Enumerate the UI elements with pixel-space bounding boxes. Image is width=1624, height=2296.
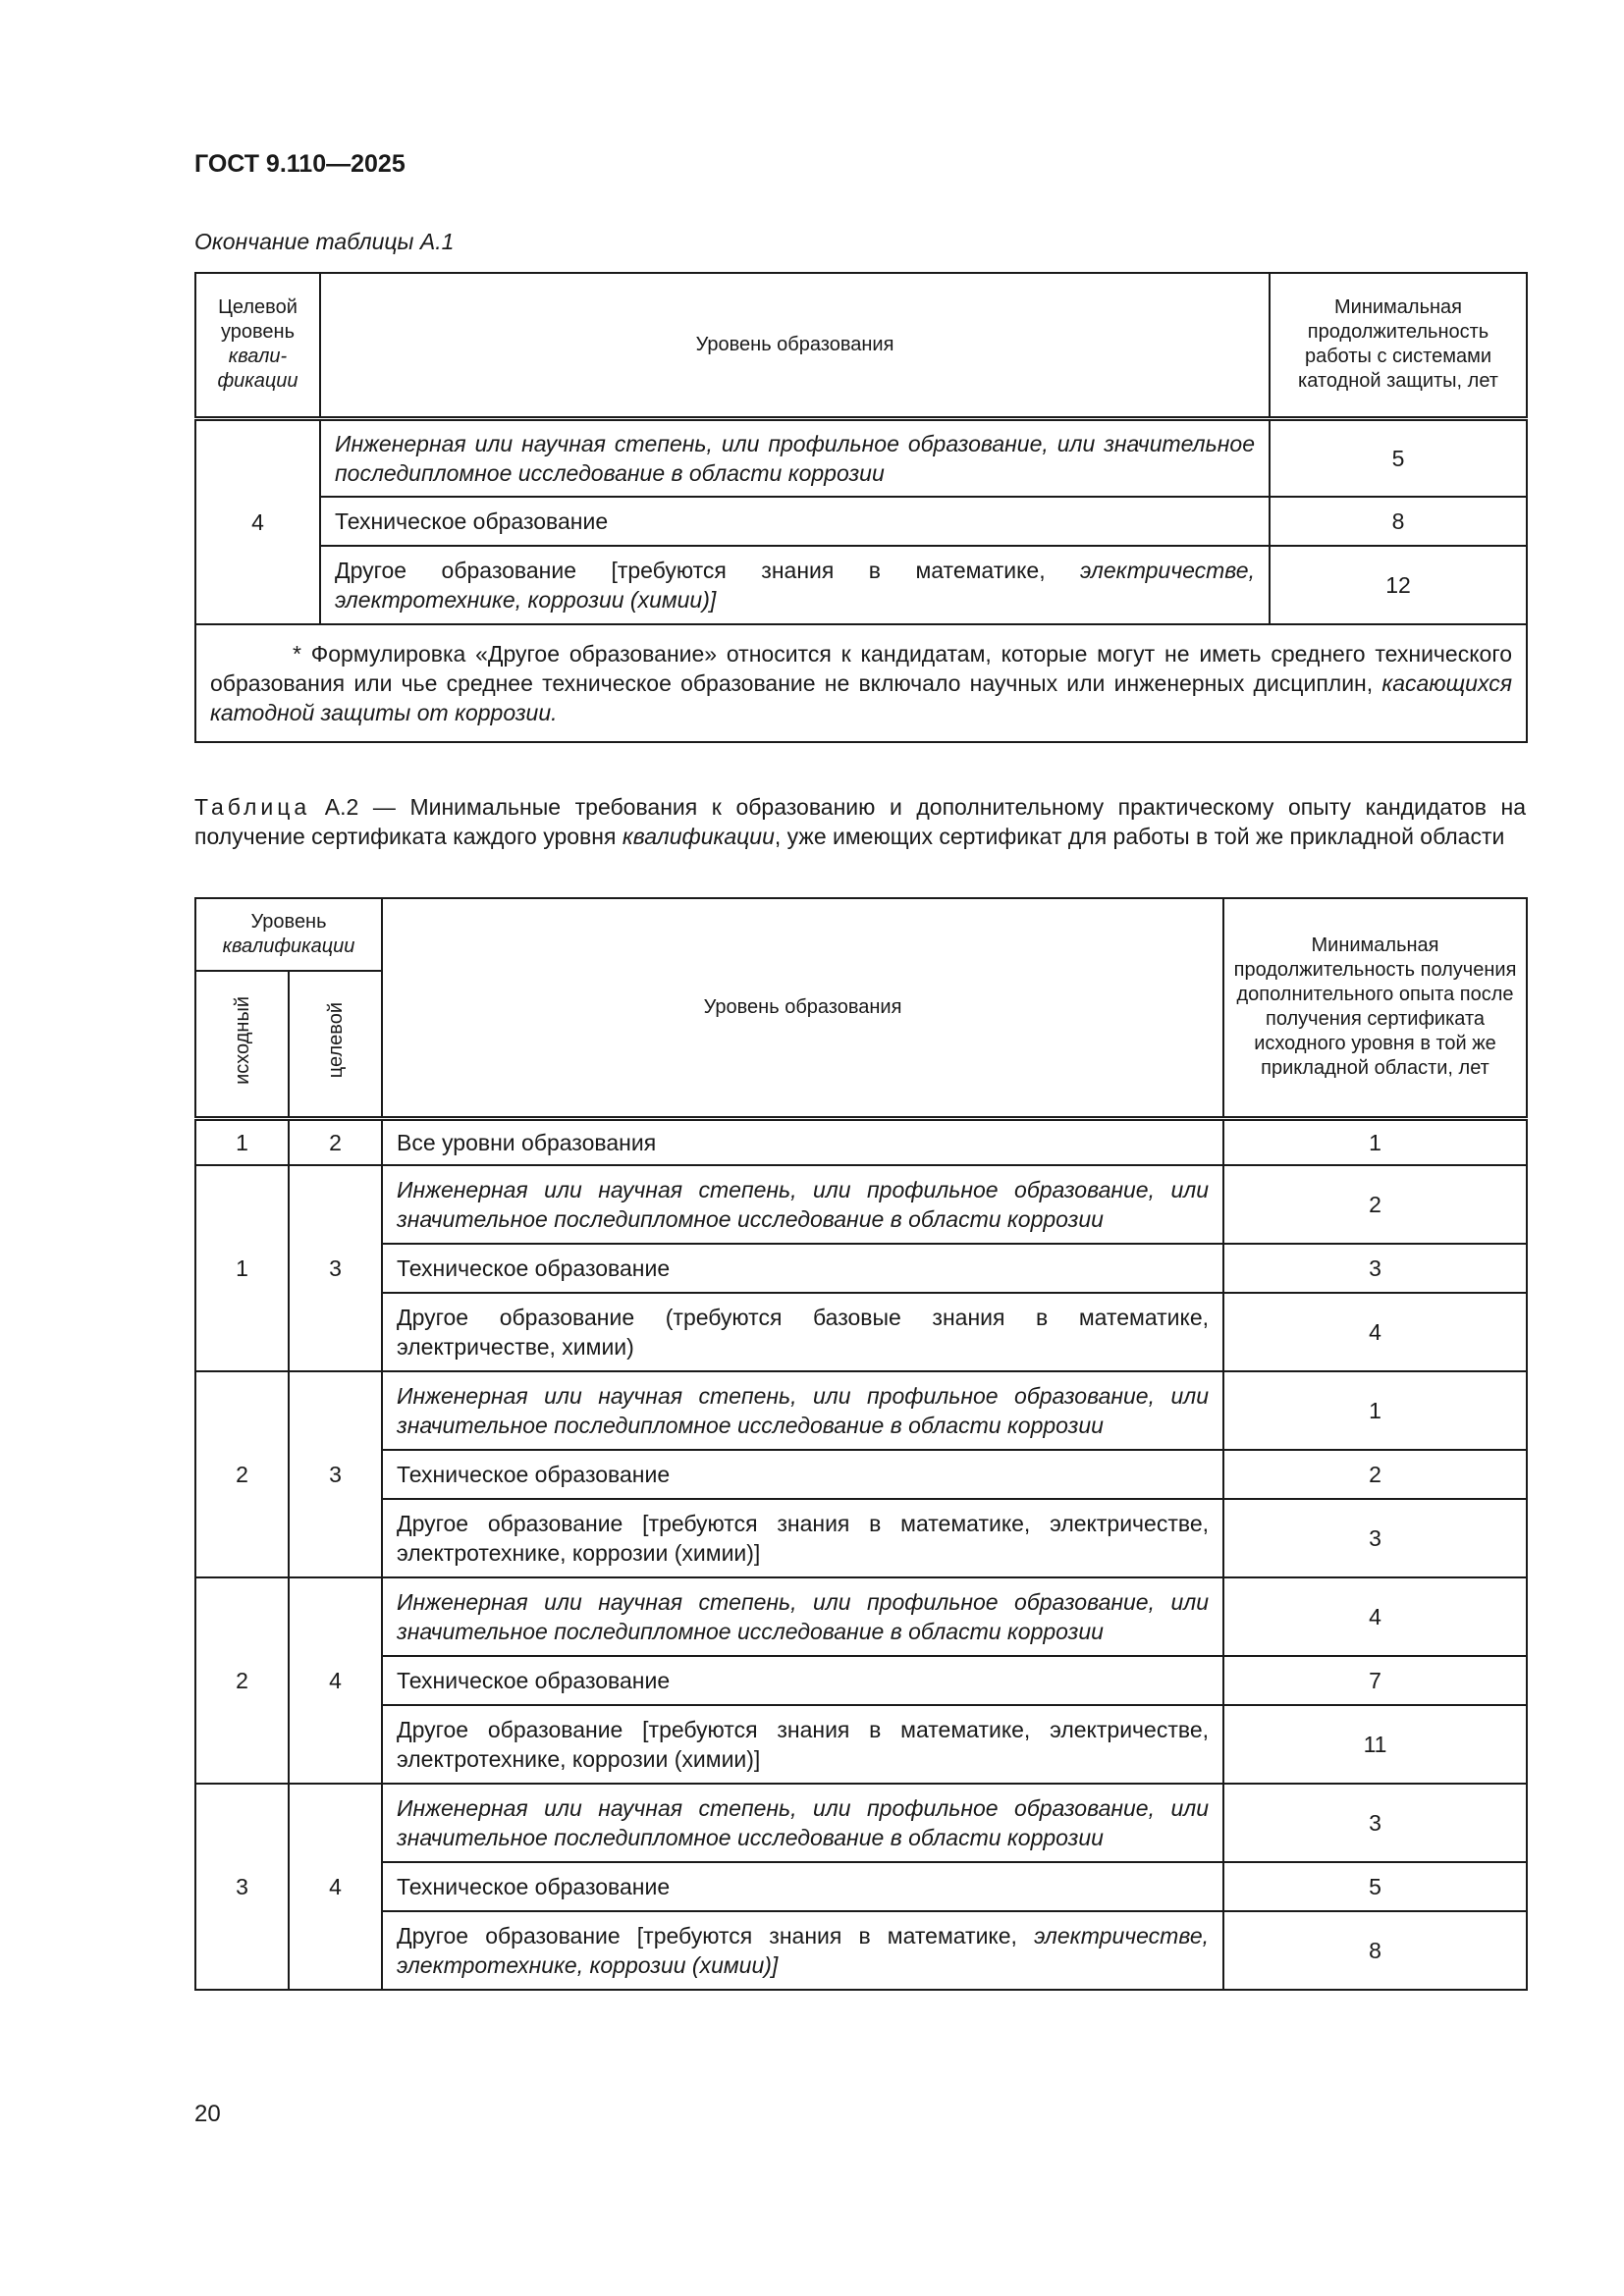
- table-a2: [194, 897, 1528, 1991]
- footnote-text-italic: касающихся катодной защиты от коррозии.: [210, 670, 1512, 725]
- years-cell: 1: [1223, 1371, 1527, 1450]
- initial-level-value: 3: [195, 1784, 289, 1990]
- header-level-qual: квалификации: [222, 935, 355, 957]
- years-cell: 3: [1223, 1499, 1527, 1577]
- years-cell: 2: [1223, 1165, 1527, 1244]
- years-cell: 8: [1223, 1911, 1527, 1990]
- education-cell: Другое образование [требуются знания в математике, электричестве, электротехнике, коррозии (химии)]: [382, 1705, 1223, 1784]
- education-cell: Все уровни образования: [382, 1118, 1223, 1165]
- initial-level-value: 2: [195, 1577, 289, 1784]
- education-cell: Инженерная или научная степень, или профильное образование, или значительное последипломное исследование в области коррозии: [382, 1371, 1223, 1450]
- caption-text-end: , уже имеющих сертификат для работы в той же прикладной области: [774, 824, 1505, 849]
- education-text: Другое образование [требуются знания в математике,: [397, 1923, 1035, 1949]
- target-level-value: 3: [289, 1165, 382, 1371]
- years-cell: 5: [1223, 1862, 1527, 1911]
- education-text-italic: электричестве, электротехнике, коррозии (химии)]: [335, 558, 1255, 613]
- years-cell: 3: [1223, 1784, 1527, 1862]
- table-footnote: [195, 624, 1527, 742]
- header-target: [289, 971, 382, 1118]
- education-text: Другое образование [требуются знания в математике,: [335, 558, 1081, 583]
- header-target-level: [195, 273, 320, 418]
- target-level-value: 4: [289, 1784, 382, 1990]
- caption-text: А.2 — Минимальные требования к образованию и дополнительному практическому опыту кандидатов на получение сертификата каждого уровня: [194, 794, 1526, 849]
- years-cell: 2: [1223, 1450, 1527, 1499]
- education-cell: Техническое образование: [320, 497, 1270, 546]
- years-cell: 4: [1223, 1577, 1527, 1656]
- years-cell: 5: [1270, 418, 1527, 497]
- document-code: ГОСТ 9.110—2025: [194, 150, 406, 178]
- header-initial: [195, 971, 289, 1118]
- header-duration: Минимальная продолжительность работы с системами катодной защиты, лет: [1270, 273, 1527, 418]
- header-target-text: целевой: [324, 1002, 347, 1079]
- footnote-text: * Формулировка «Другое образование» относится к кандидатам, которые могут не иметь среднего технического образования или чье среднее техническое образование не включало научных или инженерных дисциплин,: [210, 641, 1512, 696]
- initial-level-value: 1: [195, 1165, 289, 1371]
- education-cell: [382, 1911, 1223, 1990]
- years-cell: 1: [1223, 1118, 1527, 1165]
- years-cell: 7: [1223, 1656, 1527, 1705]
- education-cell: Другое образование [требуются знания в математике, электричестве, электротехнике, коррозии (химии)]: [382, 1499, 1223, 1577]
- education-text-italic: электричестве, электротехнике, коррозии (химии)]: [397, 1923, 1210, 1978]
- years-cell: 4: [1223, 1293, 1527, 1371]
- years-cell: 11: [1223, 1705, 1527, 1784]
- header-education: Уровень образования: [320, 273, 1270, 418]
- header-education: Уровень образования: [382, 898, 1223, 1118]
- header-initial-text: исходный: [231, 995, 253, 1085]
- education-cell: Инженерная или научная степень, или профильное образование, или значительное последипломное исследование в области коррозии: [382, 1165, 1223, 1244]
- header-target-level-text: Целевой уровень: [218, 296, 298, 344]
- header-target-level-qual: квали-фикации: [217, 346, 298, 393]
- target-level-value: 4: [195, 418, 320, 624]
- education-cell: Техническое образование: [382, 1244, 1223, 1293]
- education-cell: Инженерная или научная степень, или профильное образование, или значительное последипломное исследование в области коррозии: [382, 1784, 1223, 1862]
- education-cell: [320, 546, 1270, 624]
- table-continuation-label: Окончание таблицы А.1: [194, 229, 455, 254]
- caption-text-italic: квалификации: [622, 824, 775, 849]
- header-duration: Минимальная продолжительность получения дополнительного опыта после получения сертификата исходного уровня в той же прикладной области, лет: [1223, 898, 1527, 1118]
- education-cell: Другое образование (требуются базовые знания в математике, электричестве, химии): [382, 1293, 1223, 1371]
- education-cell: Техническое образование: [382, 1862, 1223, 1911]
- initial-level-value: 1: [195, 1118, 289, 1165]
- education-cell: Техническое образование: [382, 1656, 1223, 1705]
- table-a1: [194, 272, 1528, 743]
- table-a2-caption: [194, 792, 1526, 851]
- caption-label: Таблица: [194, 794, 311, 820]
- target-level-value: 2: [289, 1118, 382, 1165]
- header-level: [195, 898, 382, 971]
- education-cell: Техническое образование: [382, 1450, 1223, 1499]
- initial-level-value: 2: [195, 1371, 289, 1577]
- years-cell: 8: [1270, 497, 1527, 546]
- years-cell: 3: [1223, 1244, 1527, 1293]
- target-level-value: 4: [289, 1577, 382, 1784]
- years-cell: 12: [1270, 546, 1527, 624]
- education-cell: Инженерная или научная степень, или профильное образование, или значительное последипломное исследование в области коррозии: [382, 1577, 1223, 1656]
- education-cell: Инженерная или научная степень, или профильное образование, или значительное последипломное исследование в области коррозии: [320, 418, 1270, 497]
- page-number: 20: [194, 2101, 221, 2127]
- target-level-value: 3: [289, 1371, 382, 1577]
- header-level-text: Уровень: [250, 911, 327, 933]
